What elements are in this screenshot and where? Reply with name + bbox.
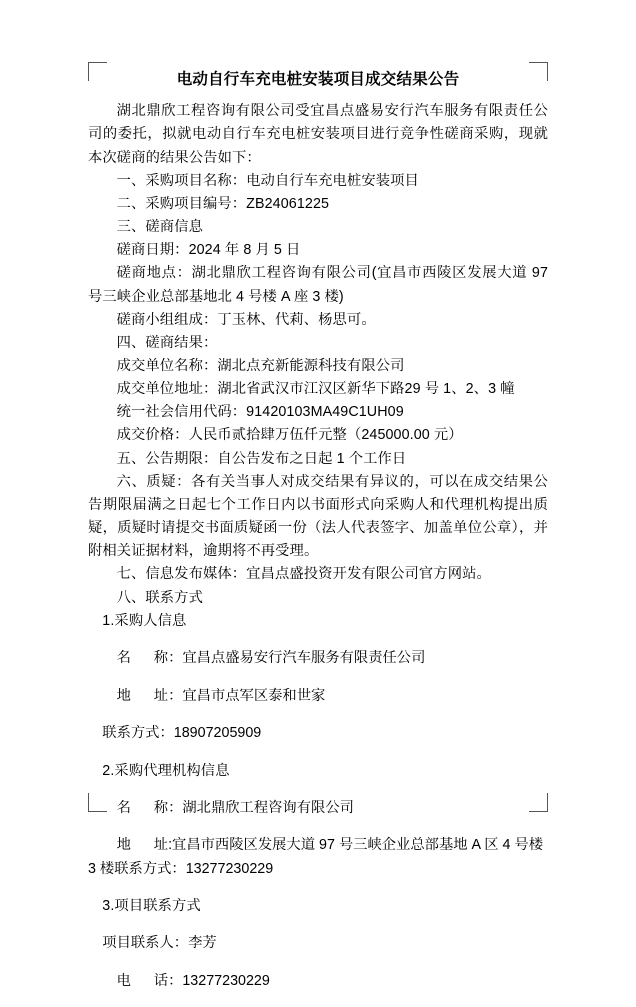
section-media: 七、信息发布媒体：宜昌点盛投资开发有限公司官方网站。	[116, 566, 491, 583]
agency-address-row	[88, 834, 548, 880]
contact-group-heading-project: 3.项目联系方式	[102, 898, 201, 915]
winning-price: 成交价格：人民币贰拾肆万伍仟元整（245000.00 元）	[116, 427, 463, 444]
agency-address-value: 宜昌市西陵区发展大道 97 号三峡企业总部基地 A 区 4 号楼 3 楼联系方式：13277230229	[88, 837, 544, 877]
purchaser-address-sep: ：	[168, 687, 183, 704]
section-project-name: 一、采购项目名称：电动自行车充电桩安装项目	[116, 172, 419, 189]
document-body	[88, 68, 548, 1007]
purchaser-phone-value: 18907205909	[173, 725, 262, 742]
purchaser-phone-label: 联系方式	[102, 725, 160, 742]
project-phone-label: 电话	[116, 972, 169, 989]
purchaser-phone-sep: ：	[159, 725, 174, 742]
project-contact-label: 项目联系人	[102, 935, 174, 952]
agency-name-row	[88, 797, 548, 820]
agency-name-value: 湖北鼎欣工程咨询有限公司	[182, 799, 354, 816]
agency-address-sep: :	[168, 837, 173, 854]
purchaser-address-row	[88, 685, 548, 708]
winner-credit-code: 统一社会信用代码：91420103MA49C1UH09	[116, 404, 404, 421]
project-phone-row	[88, 970, 548, 993]
purchaser-address-value: 宜昌市点军区泰和世家	[182, 687, 326, 704]
project-contact-row	[88, 932, 548, 955]
contact-group-heading-agency: 2.采购代理机构信息	[102, 762, 230, 779]
contact-group-heading-purchaser: 1.采购人信息	[102, 612, 187, 629]
purchaser-name-row	[88, 647, 548, 670]
section-result-heading: 四、磋商结果：	[116, 334, 218, 351]
intro-paragraph: 湖北鼎欣工程咨询有限公司受宜昌点盛易安行汽车服务有限责任公司的委托，拟就电动自行车充电桩安装项目进行竞争性磋商采购，现就本次磋商的结果公告如下：	[88, 103, 548, 166]
winner-address: 成交单位地址：湖北省武汉市江汉区新华下路29 号 1、2、3 幢	[116, 381, 515, 398]
winner-name: 成交单位名称：湖北点充新能源科技有限公司	[116, 357, 405, 374]
agency-name-sep: ：	[168, 799, 183, 816]
purchaser-name-sep: ：	[168, 650, 183, 667]
negotiation-team: 磋商小组组成：丁玉林、代莉、杨思可。	[116, 311, 376, 328]
project-contact-value: 李芳	[188, 935, 217, 952]
section-challenge: 六、质疑：各有关当事人对成交结果有异议的，可以在成交结果公告期限届满之日起七个工作日内以书面形式向采购人和代理机构提出质疑，质疑时请提交书面质疑函一份（法人代表签字、加盖单位公章），并附相关证据材料，逾期将不再受理。	[88, 473, 548, 560]
page-title: 电动自行车充电桩安装项目成交结果公告	[176, 71, 460, 88]
project-phone-sep: ：	[168, 972, 183, 989]
agency-address-label: 地址	[116, 837, 169, 854]
project-phone-value: 13277230229	[182, 972, 270, 989]
section-contact-heading: 八、联系方式	[116, 589, 203, 606]
purchaser-phone-row	[88, 722, 548, 745]
agency-name-label: 名称	[116, 799, 169, 816]
section-negotiation-heading: 三、磋商信息	[116, 219, 203, 236]
project-contact-sep: ：	[173, 935, 189, 952]
purchaser-name-label: 名称	[116, 650, 169, 667]
section-project-code: 二、采购项目编号：ZB24061225	[116, 195, 330, 212]
purchaser-address-label: 地址	[116, 687, 169, 704]
purchaser-name-value: 宜昌点盛易安行汽车服务有限责任公司	[182, 650, 426, 667]
negotiation-date: 磋商日期：2024 年 8 月 5 日	[116, 242, 301, 259]
section-announcement-period: 五、公告期限：自公告发布之日起 1 个工作日	[116, 450, 407, 467]
negotiation-place: 磋商地点：湖北鼎欣工程咨询有限公司(宜昌市西陵区发展大道 97 号三峡企业总部基地北 4 号楼 A 座 3 楼)	[88, 265, 548, 305]
